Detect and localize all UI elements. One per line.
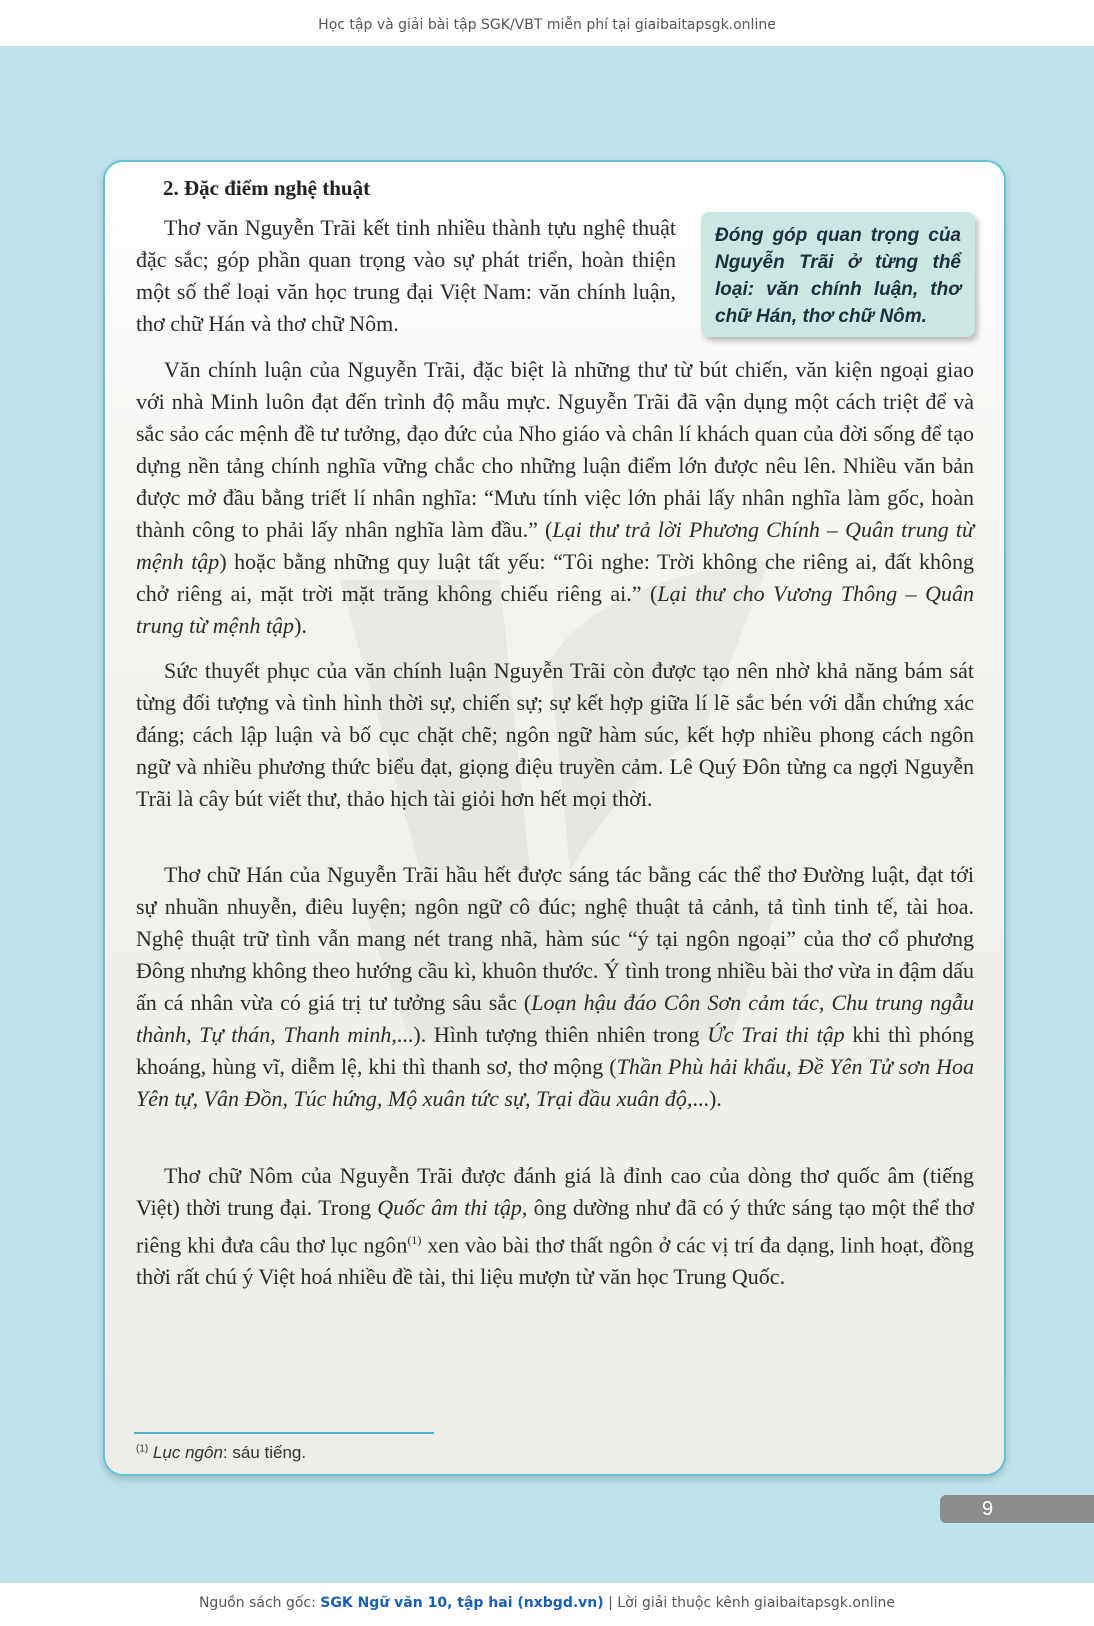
paragraph-persuasion: Sức thuyết phục của văn chính luận Nguyễn Trãi còn được tạo nên nhờ khả năng bám sát từng đối tượng và tình hình thời sự, chiến sự; sự kết hợp giữa lí lẽ sắc bén với dẫn chứng xác đáng; cách lập luận và bố cục chặt chẽ; ngôn ngữ hàm súc, kết hợp nhiều phong cách ngôn ngữ và nhiều phương thức biểu đạt, giọng điệu truyền cảm. Lê Quý Đôn từng ca ngợi Nguyễn Trãi là cây bút viết thư, thảo hịch tài giỏi hơn hết mọi thời.	[136, 658, 974, 811]
paragraph-nom-text: xen vào bài thơ thất ngôn ở các vị trí đa dạng, linh hoạt, đồng thời rất chú ý Việt hoá nhiều đề tài, thi liệu mượn từ văn học Trung Quốc.	[136, 1232, 974, 1290]
footnote-definition: : sáu tiếng.	[222, 1443, 307, 1462]
footnote-divider	[134, 1432, 434, 1434]
work-title: Ức Trai thi tập	[707, 1022, 845, 1047]
footnote-term: Lục ngôn	[152, 1443, 223, 1462]
footnote-reference[interactable]: (1)	[407, 1233, 422, 1247]
top-banner	[0, 0, 1094, 46]
work-title: Lại thư cho Vương Thông – Quân trung từ mệnh tập	[136, 581, 974, 638]
paragraph-han-text: Thơ chữ Hán của Nguyễn Trãi hầu hết được sáng tác bằng các thể thơ Đường luật, đạt tới sự nhuần nhuyễn, điêu luyện; ngôn ngữ cô đúc; nghệ thuật tả cảnh, tả tình tinh tế, tài hoa. Nghệ thuật trữ tình vẫn mang nét trang nhã, hàm súc “ý tại ngôn ngoại” của thơ cổ phương Đông nhưng không theo hướng cầu kì, khuôn thước. Ý tình trong nhiều bài thơ vừa in đậm dấu ấn cá nhân vừa có giá trị tư tưởng sâu sắc (	[136, 862, 974, 1015]
work-titles: Loạn hậu đáo Côn Sơn cảm tác, Chu trung ngẫu thành, Tự thán, Thanh minh,	[136, 990, 975, 1047]
paragraph-nom-poetry	[136, 1160, 974, 1293]
page-number: 9	[981, 1498, 994, 1520]
paragraph-han-text: ...).	[692, 1086, 722, 1111]
paragraph-prose-text: ) hoặc bằng những quy luật tất yếu: “Tôi nghe: Trời không che riêng ai, đất không chở riêng ai, mặt trời mặt trăng không chiếu riêng ai.” (	[136, 549, 974, 606]
footnote	[136, 1443, 306, 1463]
paragraph-prose-text: ).	[294, 613, 307, 638]
paragraph-han-text: ...). Hình tượng thiên nhiên trong	[396, 1022, 708, 1047]
work-titles: Thần Phù hải khẩu, Đề Yên Tử sơn Hoa Yên tự, Vân Đồn, Túc hứng, Mộ xuân tức sự, Trại đầu xuân độ,	[136, 1054, 974, 1111]
work-title: Lại thư trả lời Phương Chính – Quân trung từ mệnh tập	[136, 517, 974, 574]
footnote-marker: (1)	[136, 1443, 149, 1455]
sidenote-box	[701, 212, 975, 337]
paragraph-nom-text: Thơ chữ Nôm của Nguyễn Trãi được đánh giá là đỉnh cao của dòng thơ quốc âm (tiếng Việt) thời trung đại. Trong	[136, 1163, 974, 1220]
paragraph-prose-text: Văn chính luận của Nguyễn Trãi, đặc biệt là những thư từ bút chiến, văn kiện ngoại giao với nhà Minh luôn đạt đến trình độ mẫu mực. Nguyễn Trãi đã vận dụng một cách triệt để và sắc sảo các mệnh đề tư tưởng, đạo đức của Nho giáo và chân lí khách quan của đời sống để tạo dựng nền tảng chính nghĩa vững chắc cho những luận điểm lớn được nêu lên. Nhiều văn bản được mở đầu bằng triết lí nhân nghĩa: “Mưu tính việc lớn phải lấy nhân nghĩa làm gốc, hoàn thành công to phải lấy nhân nghĩa làm đầu.” (	[136, 357, 974, 542]
top-banner-text: Học tập và giải bài tập SGK/VBT miễn phí tại giaibaitapsgk.online	[318, 17, 776, 33]
footer-suffix: | Lời giải thuộc kênh giaibaitapsgk.online	[603, 1595, 896, 1611]
paragraph-han-text: khi thì phóng khoáng, hùng vĩ, diễm lệ, khi thì thanh sơ, thơ mộng (	[136, 1022, 974, 1079]
paragraph-prose	[136, 354, 974, 642]
paragraph-han-poetry	[136, 859, 974, 1115]
page-number-tab	[940, 1495, 1094, 1523]
bottom-banner	[0, 1583, 1094, 1626]
work-title: Quốc âm thi tập	[377, 1195, 522, 1220]
section-heading: 2. Đặc điểm nghệ thuật	[163, 176, 371, 200]
footer-prefix: Nguồn sách gốc:	[198, 1595, 321, 1611]
paragraph-intro: Thơ văn Nguyễn Trãi kết tinh nhiều thành tựu nghệ thuật đặc sắc; góp phần quan trọng vào sự phát triển, hoàn thiện một số thể loại văn học trung đại Việt Nam: văn chính luận, thơ chữ Hán và thơ chữ Nôm.	[136, 215, 676, 336]
sidenote-text: Đóng góp quan trọng của Nguyễn Trãi ở từng thể loại: văn chính luận, thơ chữ Hán, thơ chữ Nôm.	[715, 225, 961, 327]
paragraph-nom-text: , ông dường như đã có ý thức sáng tạo một thể thơ riêng khi đưa câu thơ lục ngôn	[136, 1195, 974, 1258]
source-link[interactable]: SGK Ngữ văn 10, tập hai (nxbgd.vn)	[320, 1595, 604, 1611]
